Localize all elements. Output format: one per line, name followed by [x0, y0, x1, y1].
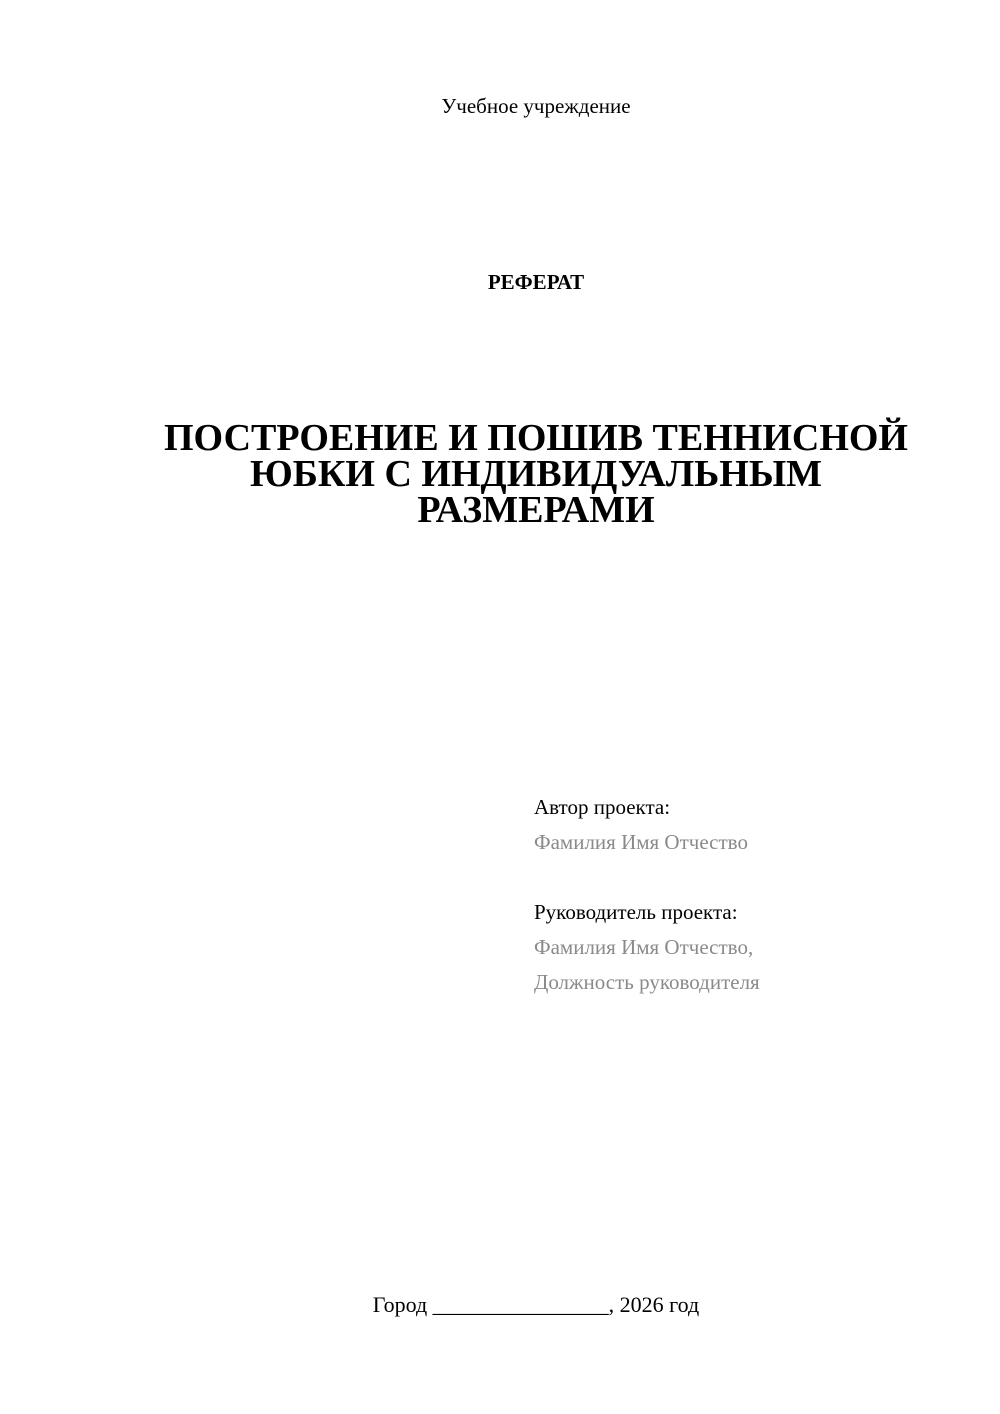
title-line-2: ЮБКИ С ИНДИВИДУАЛЬНЫМ	[249, 453, 823, 495]
city-year-line: Город ________________, 2026 год	[372, 1292, 700, 1317]
title-line-3: РАЗМЕРАМИ	[417, 489, 655, 531]
document-title	[140, 417, 932, 531]
credits-spacer	[534, 860, 974, 895]
title-line-1: ПОСТРОЕНИЕ И ПОШИВ ТЕННИСНОЙ	[163, 417, 908, 459]
supervisor-label: Руководитель проекта:	[534, 900, 738, 924]
institution-name: Учебное учреждение	[441, 94, 631, 118]
author-label: Автор проекта:	[534, 795, 671, 819]
credits-block	[534, 790, 974, 1000]
document-type: РЕФЕРАТ	[487, 270, 585, 294]
author-name: Фамилия Имя Отчество	[534, 830, 748, 854]
supervisor-name: Фамилия Имя Отчество,	[534, 935, 754, 959]
supervisor-position: Должность руководителя	[534, 970, 760, 994]
